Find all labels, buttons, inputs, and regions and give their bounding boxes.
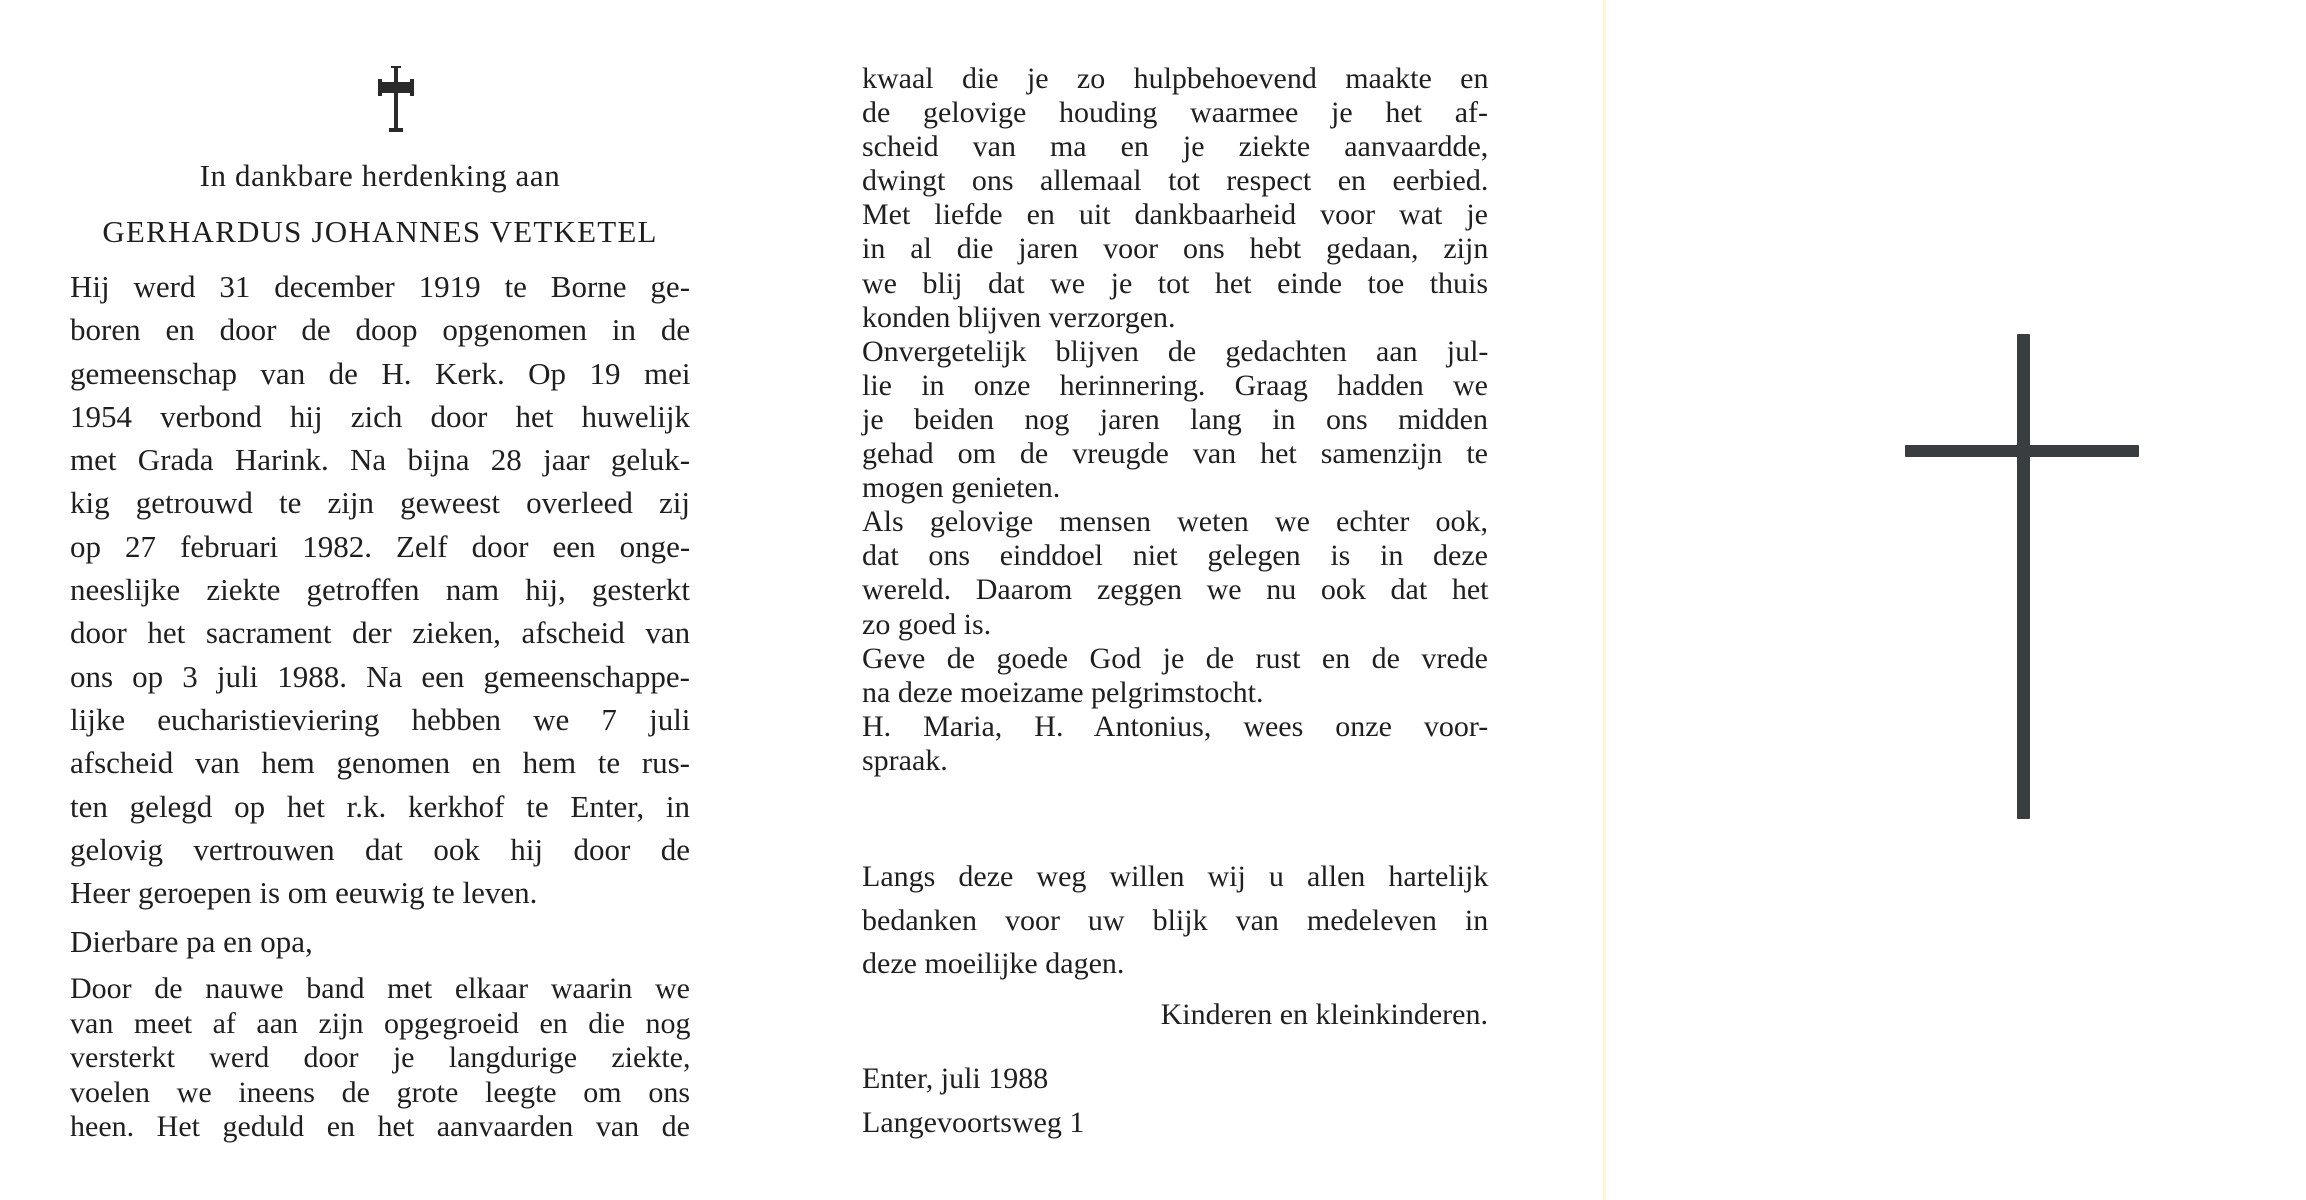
text-line: voelen we ineens de grote leegte om ons <box>70 1075 690 1109</box>
text-line: bedanken voor uw blijk van medeleven in <box>862 903 1489 937</box>
text-line: ons op 3 juli 1988. Na een gemeenschappe- <box>70 658 690 694</box>
text-line: versterkt werd door je langdurige ziekte, <box>70 1041 691 1074</box>
text-line: boren en door de doop opgenomen in de <box>70 312 691 348</box>
text-line: neeslijke ziekte getroffen nam hij, gesterkt <box>70 572 690 608</box>
text-line: gehad om de vreugde van het samenzijn te <box>862 437 1488 471</box>
text-line: je beiden nog jaren lang in ons midden <box>862 402 1488 436</box>
text-line: Met liefde en uit dankbaarheid voor wat je <box>862 198 1488 232</box>
text-line: Door de nauwe band met elkaar waarin we <box>70 972 690 1005</box>
text-line: dat ons einddoel niet gelegen is in deze <box>862 539 1488 573</box>
middle-panel <box>780 0 1603 1200</box>
biography-paragraph <box>70 265 690 914</box>
text-line: deze moeilijke dagen. <box>862 947 1125 980</box>
text-line: gelovig vertrouwen dat ook hij door de <box>70 831 690 867</box>
text-line: Hij werd 31 december 1919 te Borne ge- <box>70 269 691 304</box>
text-line: scheid van ma en je ziekte aanvaardde, <box>862 130 1489 164</box>
text-line: op 27 februari 1982. Zelf door een onge- <box>70 528 691 564</box>
text-line: Geve de goede God je de rust en de vrede <box>862 641 1488 675</box>
text-line: H. Maria, H. Antonius, wees onze voor- <box>862 709 1489 743</box>
text-line: ten gelegd op het r.k. kerkhof te Enter, in <box>70 788 690 824</box>
intro-heading: In dankbare herdenking aan <box>199 158 561 193</box>
letter-continued-paragraph <box>862 62 1488 778</box>
text-line: met Grada Harink. Na bijna 28 jaar geluk- <box>70 442 691 478</box>
text-line: spraak. <box>862 743 948 777</box>
left-panel <box>0 0 780 1200</box>
right-panel <box>1603 0 2306 1200</box>
text-line: afscheid van hem genomen en hem te rus- <box>70 745 690 781</box>
text-line: Heer geroepen is om eeuwig te leven. <box>70 875 538 911</box>
text-line: na deze moeizame pelgrimstocht. <box>862 675 1264 709</box>
salutation: Dierbare pa en opa, <box>70 924 313 959</box>
text-line: Langs deze weg willen wij u allen hartelijk <box>862 860 1489 893</box>
text-line: gemeenschap van de H. Kerk. Op 19 mei <box>70 355 691 391</box>
text-line: dwingt ons allemaal tot respect en eerbied. <box>862 164 1489 198</box>
text-line: in al die jaren voor ons hebt gedaan, zijn <box>862 232 1489 266</box>
cross-pattee-icon <box>376 66 416 134</box>
signature: Kinderen en kleinkinderen. <box>1160 998 1488 1031</box>
text-line: lie in onze herinnering. Graag hadden we <box>862 368 1488 402</box>
text-line: mogen genieten. <box>862 471 1061 505</box>
text-line: zo goed is. <box>862 607 992 641</box>
text-line: Als gelovige mensen weten we echter ook, <box>862 505 1488 539</box>
text-line: 1954 verbond hij zich door het huwelijk <box>70 398 690 434</box>
latin-cross-icon <box>2017 334 2030 819</box>
address: Langevoortsweg 1 <box>862 1106 1085 1139</box>
text-line: heen. Het geduld en het aanvaarden van de <box>70 1110 690 1143</box>
text-line: lijke eucharistieviering hebben we 7 juli <box>70 701 691 737</box>
text-line: konden blijven verzorgen. <box>862 300 1176 334</box>
text-line: we blij dat we je tot het einde toe thuis <box>862 266 1489 300</box>
text-line: kig getrouwd te zijn geweest overleed zij <box>70 485 690 521</box>
text-line: Onvergetelijk blijven de gedachten aan jul- <box>862 334 1489 368</box>
text-line: van meet af aan zijn opgegroeid en die nog <box>70 1006 691 1040</box>
text-line: wereld. Daarom zeggen we nu ook dat het <box>862 573 1489 607</box>
text-line: kwaal die je zo hulpbehoevend maakte en <box>862 62 1489 95</box>
text-line: door het sacrament der zieken, afscheid van <box>70 615 691 651</box>
place-date: Enter, juli 1988 <box>862 1062 1049 1095</box>
deceased-name: GERHARDUS JOHANNES VETKETEL <box>102 214 658 249</box>
text-line: de gelovige houding waarmee je het af- <box>862 96 1488 130</box>
thanks-paragraph <box>862 855 1488 986</box>
latin-cross-crossbar <box>1905 445 2139 457</box>
letter-paragraph <box>70 972 690 1145</box>
